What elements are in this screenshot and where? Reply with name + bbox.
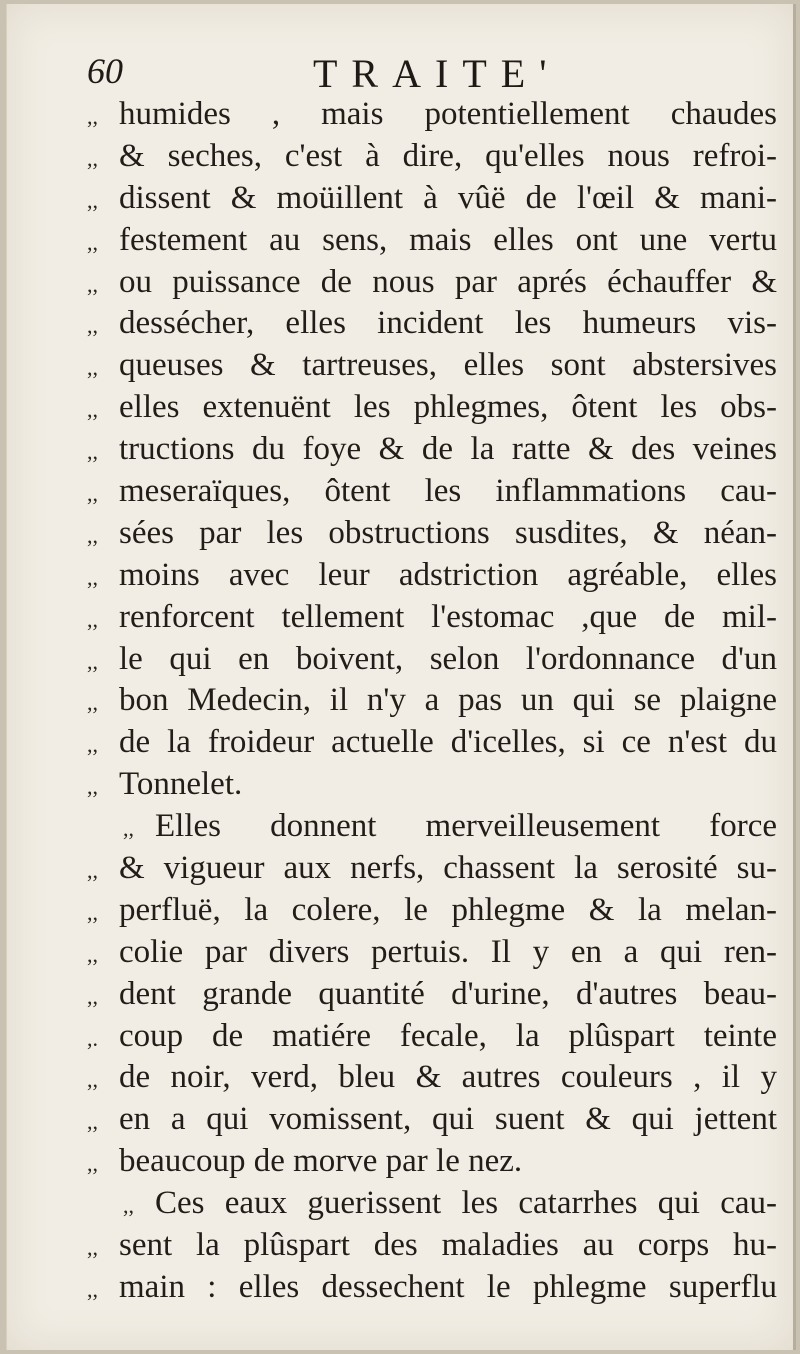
quote-mark: ,,: [87, 606, 98, 632]
text-line: [87, 431, 777, 473]
text-line: [87, 766, 777, 808]
line-text: Tonnelet.: [119, 766, 243, 803]
line-text: Elles donnent merveilleusement force: [155, 808, 777, 845]
line-text: bon Medecin, il n'y a pas un qui se plaigne: [119, 682, 777, 719]
quote-mark: ,,: [87, 145, 98, 171]
quote-mark: ,,: [87, 732, 98, 758]
line-text: festement au sens, mais elles ont une vertu: [119, 221, 777, 258]
text-line: [87, 724, 777, 766]
line-text: coup de matiére fecale, la plûspart teinte: [119, 1017, 777, 1054]
line-text: colie par divers pertuis. Il y en a qui ren-: [119, 933, 777, 970]
quote-mark: ,,: [87, 481, 98, 507]
quote-mark: ,,: [87, 1109, 98, 1135]
line-text: de la froideur actuelle d'icelles, si ce n'est du: [119, 724, 777, 761]
line-text: tructions du foye & de la ratte & des veines: [119, 431, 777, 468]
quote-mark: ,,: [87, 229, 98, 255]
text-line: [87, 1101, 777, 1143]
text-line: [87, 1018, 777, 1060]
text-line: [87, 473, 777, 515]
text-line: [87, 976, 777, 1018]
text-line: [87, 892, 777, 934]
text-line: [87, 264, 777, 306]
text-line: [87, 850, 777, 892]
quote-mark: ,,: [123, 816, 134, 842]
text-line: [87, 96, 777, 138]
line-text: & seches, c'est à dire, qu'elles nous refroi-: [119, 137, 777, 174]
line-text: dissent & moüillent à vûë de l'œil & mani-: [119, 179, 777, 216]
text-line: [87, 1269, 777, 1311]
quote-mark: ,,: [87, 187, 98, 213]
quote-mark: ,,: [87, 858, 98, 884]
line-text: humides , mais potentiellement chaudes: [119, 96, 777, 132]
line-text: renforcent tellement l'estomac ,que de mil-: [119, 598, 777, 635]
body-text: [87, 96, 777, 1311]
text-line: [87, 138, 777, 180]
line-text: le qui en boivent, selon l'ordonnance d'un: [119, 640, 777, 677]
page-header: [87, 50, 733, 100]
quote-mark: ,,: [87, 271, 98, 297]
text-line: [87, 682, 777, 724]
text-line: [87, 557, 777, 599]
line-text: perfluë, la colere, le phlegme & la melan-: [119, 891, 777, 928]
line-text: dessécher, elles incident les humeurs vis-: [119, 305, 777, 342]
quote-mark: ,,: [87, 564, 98, 590]
text-line: [87, 599, 777, 641]
line-text: en a qui vomissent, qui suent & qui jettent: [119, 1101, 777, 1138]
book-page: [6, 4, 796, 1350]
quote-mark: ,,: [87, 1151, 98, 1177]
line-text: sées par les obstructions susdites, & néan-: [119, 514, 777, 551]
line-text: meseraïques, ôtent les inflammations cau-: [119, 473, 777, 510]
text-line: [87, 1227, 777, 1269]
quote-mark: ,,: [87, 1276, 98, 1302]
line-text: dent grande quantité d'urine, d'autres beau-: [119, 975, 777, 1012]
running-title: TRAITE': [313, 51, 561, 96]
line-text: elles extenuënt les phlegmes, ôtent les obs-: [119, 389, 777, 426]
text-line: [87, 515, 777, 557]
line-text: ou puissance de nous par aprés échauffer &: [119, 263, 777, 300]
text-line: [87, 808, 777, 850]
line-text: Ces eaux guerissent les catarrhes qui cau-: [155, 1185, 777, 1222]
text-line: [87, 347, 777, 389]
line-text: moins avec leur adstriction agréable, elles: [119, 556, 777, 593]
line-text: queuses & tartreuses, elles sont abstersives: [119, 347, 777, 384]
quote-mark: ,,: [87, 648, 98, 674]
quote-mark: ,,: [87, 941, 98, 967]
quote-mark: ,,: [87, 899, 98, 925]
text-line: [87, 222, 777, 264]
line-text: de noir, verd, bleu & autres couleurs , il y: [119, 1059, 777, 1096]
quote-mark: ,,: [87, 522, 98, 548]
quote-mark: ,.: [87, 1025, 98, 1051]
text-line: [87, 1059, 777, 1101]
quote-mark: ,,: [87, 1067, 98, 1093]
line-text: & vigueur aux nerfs, chassent la serosité su-: [119, 850, 777, 887]
text-line: [87, 389, 777, 431]
text-line: [87, 1185, 777, 1227]
page-number: 60: [87, 51, 123, 91]
quote-mark: ,,: [87, 439, 98, 465]
quote-mark: ,,: [87, 313, 98, 339]
quote-mark: ,,: [123, 1193, 134, 1219]
line-text: beaucoup de morve par le nez.: [119, 1143, 523, 1180]
text-line: [87, 305, 777, 347]
text-line: [87, 180, 777, 222]
quote-mark: ,,: [87, 397, 98, 423]
quote-mark: ,,: [87, 983, 98, 1009]
quote-mark: ,,: [87, 690, 98, 716]
quote-mark: ,,: [87, 1235, 98, 1261]
text-line: [87, 641, 777, 683]
text-line: [87, 934, 777, 976]
quote-mark: ,,: [87, 355, 98, 381]
quote-mark: ,,: [87, 774, 98, 800]
line-text: main : elles dessechent le phlegme superflu: [119, 1268, 777, 1305]
text-line: [87, 1143, 777, 1185]
line-text: sent la plûspart des maladies au corps hu-: [119, 1227, 777, 1264]
quote-mark: ,,: [87, 104, 98, 129]
